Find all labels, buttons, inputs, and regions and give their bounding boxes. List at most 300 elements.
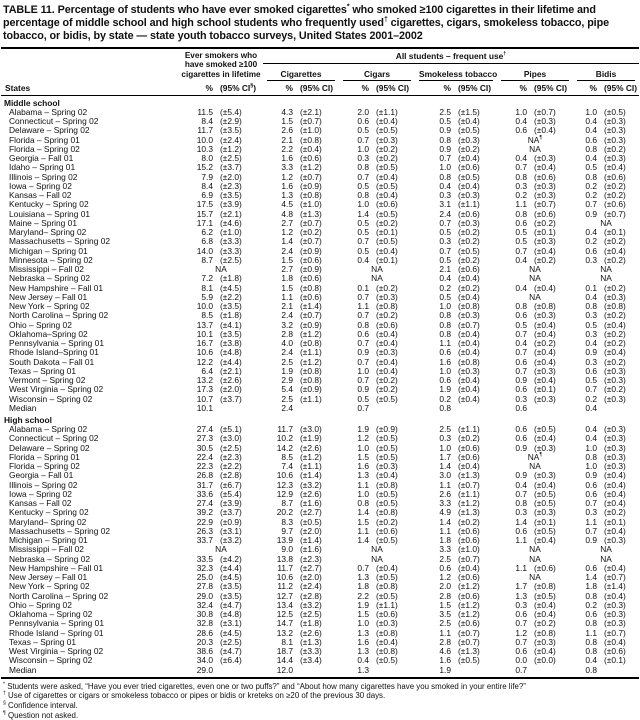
ci-cell: (±3.3) xyxy=(220,245,242,256)
percent-cell: 0.5 xyxy=(515,227,527,238)
ci-cell: (±0.2) xyxy=(604,384,626,395)
ci-cell: (±0.3) xyxy=(604,618,626,629)
ci-cell: (±0.3) xyxy=(604,535,626,546)
percent-cell: 0.6 xyxy=(515,525,527,536)
percent-cell: 1.1 xyxy=(585,627,597,638)
ci-cell: (±0.4) xyxy=(376,562,398,573)
state-cell: Texas – Spring 01 xyxy=(9,365,77,376)
percent-cell: 0.7 xyxy=(439,245,451,256)
ci-cell: (±1.2) xyxy=(300,451,322,462)
ci-cell: (±3.4) xyxy=(300,655,322,666)
percent-cell: 0.6 xyxy=(515,646,527,657)
state-cell: Kentucky – Spring 02 xyxy=(9,507,89,518)
percent-cell: 0.2 xyxy=(585,236,597,247)
state-cell: Illinois – Spring 02 xyxy=(9,171,78,182)
ci-cell: (±0.5) xyxy=(534,488,556,499)
percent-cell: 2.9 xyxy=(281,375,293,386)
percent-cell: 0.8 xyxy=(585,143,597,154)
percent-cell: 1.2 xyxy=(281,171,293,182)
na-cell: NA xyxy=(600,273,612,284)
percent-cell: 17.5 xyxy=(196,199,213,210)
ci-cell: (±0.7) xyxy=(300,236,322,247)
percent-cell: 0.8 xyxy=(515,208,527,219)
ci-cell: (±0.5) xyxy=(376,572,398,583)
percent-cell: 0.6 xyxy=(585,479,597,490)
percent-header: % xyxy=(497,81,527,96)
ci-cell: (±1.3) xyxy=(300,208,322,219)
ci-cell: (±2.3) xyxy=(300,553,322,564)
states-column-header: States xyxy=(1,81,179,96)
percent-cell: 1.1 xyxy=(439,338,451,349)
percent-cell: 11.7 xyxy=(277,562,293,573)
ci-cell: (±0.7) xyxy=(604,208,626,219)
percent-cell: 6.4 xyxy=(201,365,213,376)
percent-cell: 0.8 xyxy=(439,171,451,182)
ci-cell: (±0.8) xyxy=(300,134,322,145)
ci-cell: (±0.5) xyxy=(376,208,398,219)
percent-cell: 0.4 xyxy=(515,254,527,265)
ci-cell: (±0.5) xyxy=(376,236,398,247)
ci-cell: (±5.4) xyxy=(220,106,242,117)
ci-cell: (±0.4) xyxy=(458,375,480,386)
ci-header: (95% CI) xyxy=(597,81,639,96)
percent-cell: 0.8 xyxy=(439,402,451,413)
percent-cell: 1.1 xyxy=(357,479,369,490)
percent-cell: 1.0 xyxy=(439,301,451,312)
percent-cell: 0.7 xyxy=(585,384,597,395)
percent-cell: 12.2 xyxy=(196,356,213,367)
ci-cell: (±2.6) xyxy=(300,442,322,453)
ci-cell: (±0.3) xyxy=(534,153,556,164)
percent-cell: 5.9 xyxy=(201,291,213,302)
ci-cell: (±0.3) xyxy=(458,190,480,201)
percent-cell: 1.3 xyxy=(357,470,369,481)
state-cell: Mississippi – Fall 02 xyxy=(9,544,84,555)
ci-cell: (±0.3) xyxy=(604,125,626,136)
ci-cell: (±0.8) xyxy=(458,301,480,312)
footnote: § Confidence interval. xyxy=(3,700,78,711)
ci-cell: (±0.3) xyxy=(604,291,626,302)
percent-cell: 0.3 xyxy=(515,393,527,404)
percent-cell: 3.0 xyxy=(439,470,451,481)
percent-cell: 8.7 xyxy=(201,254,213,265)
ci-cell: (±0.4) xyxy=(534,125,556,136)
ci-cell: (±0.4) xyxy=(604,245,626,256)
ci-cell: (±0.6) xyxy=(300,291,322,302)
percent-cell: 6.2 xyxy=(201,227,213,238)
percent-cell: 0.5 xyxy=(515,319,527,330)
ci-cell: (±0.3) xyxy=(458,365,480,376)
percent-cell: 2.2 xyxy=(281,143,293,154)
na-cell: NA xyxy=(371,544,383,555)
ci-cell: (±2.9) xyxy=(220,116,242,127)
ci-cell: (±3.2) xyxy=(300,599,322,610)
na-cell: NA xyxy=(600,264,612,275)
ci-cell: (±0.6) xyxy=(300,153,322,164)
ci-cell: (±1.1) xyxy=(458,488,480,499)
percent-cell: 1.5 xyxy=(357,451,369,462)
percent-cell: 0.8 xyxy=(439,310,451,321)
ci-cell: (±0.4) xyxy=(458,180,480,191)
na-cell: NA xyxy=(371,273,383,284)
percent-cell: 1.8 xyxy=(357,581,369,592)
percent-cell: 31.7 xyxy=(196,479,213,490)
ci-cell: (±0.4) xyxy=(534,433,556,444)
percent-cell: 1.0 xyxy=(585,106,597,117)
percent-cell: 0.5 xyxy=(585,319,597,330)
percent-cell: 0.2 xyxy=(515,190,527,201)
ci-cell: (±0.3) xyxy=(376,347,398,358)
group-label: Cigarettes xyxy=(267,67,335,81)
percent-cell: 12.7 xyxy=(276,590,293,601)
state-cell: Massachusetts – Spring 02 xyxy=(9,236,111,247)
ci-cell: (±0.3) xyxy=(604,451,626,462)
percent-cell: 0.7 xyxy=(357,291,369,302)
percent-cell: 14.4 xyxy=(276,655,293,666)
ci-cell: (±3.8) xyxy=(220,338,242,349)
state-cell: Oklahoma–Spring 02 xyxy=(9,328,88,339)
ci-cell: (±0.4) xyxy=(604,319,626,330)
percent-header: % xyxy=(179,81,213,96)
section-header: Middle school xyxy=(4,97,60,108)
ci-cell: (±0.6) xyxy=(376,525,398,536)
percent-cell: 10.2 xyxy=(276,433,293,444)
state-cell: Alabama – Spring 02 xyxy=(9,424,88,435)
ci-cell: (±0.4) xyxy=(604,470,626,481)
ci-cell: (±1.8) xyxy=(220,310,242,321)
percent-cell: 22.9 xyxy=(196,516,213,527)
ci-cell: (±0.8) xyxy=(376,301,398,312)
percent-cell: 0.8 xyxy=(357,190,369,201)
percent-cell: 1.6 xyxy=(281,153,293,164)
ci-cell: (±0.3) xyxy=(604,609,626,620)
ci-cell: (±0.5) xyxy=(534,498,556,509)
percent-cell: 0.6 xyxy=(357,116,369,127)
ci-cell: (±0.3) xyxy=(534,310,556,321)
percent-cell: 1.6 xyxy=(439,356,451,367)
percent-cell: 33.6 xyxy=(196,488,213,499)
ci-cell: (±2.5) xyxy=(220,442,242,453)
ci-cell: (±0.4) xyxy=(534,535,556,546)
ci-cell: (±0.2) xyxy=(604,143,626,154)
ci-cell: (±0.3) xyxy=(376,134,398,145)
ci-cell: (±3.2) xyxy=(220,535,242,546)
ci-cell: (±0.4) xyxy=(604,488,626,499)
percent-cell: 0.9 xyxy=(439,125,451,136)
ci-cell: (±0.1) xyxy=(604,516,626,527)
na-cell: NA¶ xyxy=(527,134,543,145)
ci-cell: (±0.8) xyxy=(534,301,556,312)
ci-cell: (±1.8) xyxy=(220,273,242,284)
na-cell: NA xyxy=(529,143,541,154)
percent-cell: 0.4 xyxy=(585,125,597,136)
state-cell: New Jersey – Fall 01 xyxy=(9,291,88,302)
ci-cell xyxy=(293,666,339,675)
percent-cell: 0.6 xyxy=(439,562,451,573)
percent-cell: 14.7 xyxy=(276,618,293,629)
ci-cell: (±0.3) xyxy=(534,393,556,404)
percent-cell: 1.3 xyxy=(357,664,369,675)
percent-cell: 1.1 xyxy=(515,199,527,210)
ci-cell: (±0.5) xyxy=(376,180,398,191)
ci-cell: (±0.4) xyxy=(376,636,398,647)
percent-cell: 0.6 xyxy=(515,384,527,395)
ci-cell: (±0.3) xyxy=(376,618,398,629)
percent-cell: 2.8 xyxy=(439,636,451,647)
ci-cell: (±0.3) xyxy=(534,636,556,647)
na-cell: NA xyxy=(529,291,541,302)
ci-cell: (±3.7) xyxy=(220,162,242,173)
ci-cell: (±3.3) xyxy=(300,646,322,657)
ci-cell: (±5.1) xyxy=(220,424,242,435)
percent-cell: 0.6 xyxy=(515,609,527,620)
ci-cell: (±4.6) xyxy=(220,217,242,228)
table-title: TABLE 11. Percentage of students who have ever smoked cigarettes* who smoked ≥100 cigarettes in their lifetime and percentage of middle school and high school students who frequently used† cigarettes, cigars, smokeless tobacco, pipe tobacco, or bidis, by state — state youth tobacco surveys, United States 2001–2002 xyxy=(1,3,639,49)
ci-cell xyxy=(213,666,263,675)
percent-cell: 1.0 xyxy=(439,162,451,173)
ci-header-with-section-mark: (95% CI§) xyxy=(213,81,263,96)
ci-cell: (±0.2) xyxy=(458,433,480,444)
ci-cell: (±2.1) xyxy=(220,208,242,219)
percent-cell: 12.5 xyxy=(276,609,293,620)
percent-cell: 8.3 xyxy=(281,516,293,527)
percent-cell: 12.0 xyxy=(276,664,293,675)
percent-cell: 0.3 xyxy=(515,599,527,610)
na-cell: NA xyxy=(600,217,612,228)
percent-cell: 0.9 xyxy=(585,470,597,481)
percent-cell: 0.9 xyxy=(515,442,527,453)
percent-cell: 10.7 xyxy=(196,393,213,404)
percent-cell: 32.8 xyxy=(196,618,213,629)
ci-cell xyxy=(369,666,415,675)
percent-cell: 1.6 xyxy=(357,461,369,472)
percent-cell: 0.7 xyxy=(585,498,597,509)
ci-cell: (±0.6) xyxy=(458,590,480,601)
ci-cell: (±0.5) xyxy=(376,655,398,666)
ci-cell: (±4.7) xyxy=(220,646,242,657)
ci-cell: (±0.4) xyxy=(534,328,556,339)
percent-cell: 1.4 xyxy=(515,516,527,527)
percent-cell: 1.9 xyxy=(439,664,451,675)
ci-cell: (±2.8) xyxy=(220,470,242,481)
ci-cell: (±1.0) xyxy=(458,544,480,555)
ci-cell: (±0.4) xyxy=(534,599,556,610)
percent-cell: 11.7 xyxy=(197,125,213,136)
ci-cell: (±3.5) xyxy=(220,590,242,601)
percent-cell: 0.8 xyxy=(585,618,597,629)
ci-cell xyxy=(597,666,639,675)
ci-cell: (±1.2) xyxy=(300,356,322,367)
percent-cell: 0.5 xyxy=(439,291,451,302)
percent-cell: 27.8 xyxy=(196,581,213,592)
ci-cell: (±0.5) xyxy=(534,424,556,435)
percent-cell: 1.1 xyxy=(515,535,527,546)
percent-cell: 0.7 xyxy=(357,375,369,386)
ci-cell: (±0.2) xyxy=(534,338,556,349)
percent-cell: 1.3 xyxy=(357,646,369,657)
percent-cell: 0.5 xyxy=(357,125,369,136)
percent-cell: 0.7 xyxy=(357,134,369,145)
state-cell: Pennsylvania – Spring 01 xyxy=(9,338,104,349)
percent-cell: 2.8 xyxy=(439,590,451,601)
ci-cell: (±0.3) xyxy=(376,291,398,302)
percent-cell: 1.6 xyxy=(281,180,293,191)
ci-cell: (±6.7) xyxy=(220,479,242,490)
ci-cell: (±0.4) xyxy=(458,273,480,284)
ci-cell: (±1.5) xyxy=(458,106,480,117)
ci-cell: (±0.7) xyxy=(604,627,626,638)
state-cell: New Hampshire – Fall 01 xyxy=(9,282,104,293)
ci-cell: (±2.6) xyxy=(300,627,322,638)
percent-cell: 1.0 xyxy=(357,442,369,453)
percent-cell: 39.2 xyxy=(196,507,213,518)
state-cell: Mississippi – Fall 02 xyxy=(9,264,84,275)
ci-cell: (±0.4) xyxy=(604,479,626,490)
ci-cell: (±1.0) xyxy=(300,125,322,136)
percent-cell: 2.4 xyxy=(281,310,293,321)
group-label: Smokeless tobacco xyxy=(419,68,498,79)
percent-cell: 1.1 xyxy=(439,479,451,490)
all-students-label: All students – frequent use xyxy=(395,51,504,62)
percent-cell: 0.4 xyxy=(585,227,597,238)
table-row xyxy=(1,666,639,675)
ci-cell: (±3.0) xyxy=(220,433,242,444)
state-cell: Wisconsin – Spring 02 xyxy=(9,393,93,404)
percent-cell: 8.1 xyxy=(281,636,293,647)
state-cell: Iowa – Spring 02 xyxy=(9,488,72,499)
percent-cell: 27.4 xyxy=(196,424,213,435)
percent-cell: 8.5 xyxy=(281,451,293,462)
percent-cell: 0.4 xyxy=(585,116,597,127)
percent-cell: 2.0 xyxy=(439,581,451,592)
percent-cell: 7.9 xyxy=(201,171,213,182)
ci-cell: (±1.1) xyxy=(458,424,480,435)
ci-cell: (±4.5) xyxy=(220,282,242,293)
percent-cell: 14.0 xyxy=(196,245,213,256)
ci-cell: (±1.1) xyxy=(376,106,398,117)
na-cell: NA xyxy=(215,264,227,275)
percent-cell: 0.7 xyxy=(515,328,527,339)
ci-cell: (±0.6) xyxy=(300,273,322,284)
ci-cell: (±0.1) xyxy=(534,516,556,527)
ci-cell: (±0.6) xyxy=(458,535,480,546)
percent-cell: 1.3 xyxy=(281,190,293,201)
state-cell: Minnesota – Spring 02 xyxy=(9,254,93,265)
ci-cell xyxy=(451,404,497,413)
state-cell: New York – Spring 02 xyxy=(9,581,90,592)
ci-cell: (±0.3) xyxy=(458,217,480,228)
state-cell: Vermont – Spring 02 xyxy=(9,375,86,386)
ci-cell: (±0.8) xyxy=(300,282,322,293)
ci-cell: (±0.6) xyxy=(458,525,480,536)
percent-cell: 8.4 xyxy=(201,116,213,127)
ci-cell: (±2.4) xyxy=(300,581,322,592)
state-cell: Connecticut – Spring 02 xyxy=(9,433,99,444)
percent-cell: 7.2 xyxy=(201,273,213,284)
percent-cell: 0.7 xyxy=(515,488,527,499)
ci-cell: (±0.9) xyxy=(376,424,398,435)
section-footnote-marker: § xyxy=(250,83,254,90)
ci-cell: (±0.4) xyxy=(376,171,398,182)
ci-header: (95% CI) xyxy=(527,81,573,96)
ci-cell: (±0.2) xyxy=(534,254,556,265)
ci-cell: (±0.2) xyxy=(458,282,480,293)
percent-cell: 30.5 xyxy=(196,442,213,453)
percent-cell: 9.7 xyxy=(281,525,293,536)
ci-cell xyxy=(213,404,263,413)
ci-cell: (±0.4) xyxy=(376,356,398,367)
footnote: ¶ Question not asked. xyxy=(3,710,79,720)
ci-cell: (±0.3) xyxy=(376,461,398,472)
percent-cell: 1.4 xyxy=(281,236,293,247)
state-cell: Michigan – Spring 01 xyxy=(9,245,88,256)
ci-cell: (±0.8) xyxy=(300,375,322,386)
percent-cell: 5.4 xyxy=(281,384,293,395)
ci-cell: (±0.3) xyxy=(534,236,556,247)
ci-cell: (±2.5) xyxy=(220,153,242,164)
ci-cell: (±0.5) xyxy=(376,433,398,444)
percent-cell: 1.0 xyxy=(357,143,369,154)
ci-cell: (±0.2) xyxy=(458,143,480,154)
na-cell: NA xyxy=(600,553,612,564)
percent-cell: 22.3 xyxy=(196,461,213,472)
ci-header: (95% CI) xyxy=(293,81,339,96)
percent-cell: 0.9 xyxy=(439,143,451,154)
ci-cell: (±0.4) xyxy=(534,347,556,358)
ci-cell xyxy=(597,404,639,413)
percent-cell: 3.1 xyxy=(439,199,451,210)
ci-header: (95% CI) xyxy=(451,81,497,96)
percent-cell: 15.2 xyxy=(196,162,213,173)
percent-cell: 1.9 xyxy=(439,384,451,395)
percent-cell: 1.6 xyxy=(357,636,369,647)
percent-cell: 1.3 xyxy=(515,590,527,601)
percent-cell: 0.8 xyxy=(585,636,597,647)
na-cell: NA xyxy=(371,553,383,564)
ci-cell: (±1.2) xyxy=(458,599,480,610)
ci-cell: (±0.5) xyxy=(458,655,480,666)
percent-cell: 13.9 xyxy=(276,535,293,546)
ci-cell: (±0.9) xyxy=(300,245,322,256)
ci-cell: (±3.5) xyxy=(220,581,242,592)
ci-cell: (±4.7) xyxy=(220,599,242,610)
percent-cell: 1.5 xyxy=(281,254,293,265)
percent-cell: 0.7 xyxy=(515,365,527,376)
header-row-groups xyxy=(1,64,639,81)
ci-cell: (±1.2) xyxy=(220,143,242,154)
percent-cell: 8.7 xyxy=(281,498,293,509)
percent-cell: 4.0 xyxy=(281,338,293,349)
percent-cell: 0.7 xyxy=(515,162,527,173)
percent-cell: 0.3 xyxy=(439,236,451,247)
percent-cell: 1.7 xyxy=(515,581,527,592)
ci-cell: (±5.4) xyxy=(220,488,242,499)
state-cell: Iowa – Spring 02 xyxy=(9,180,72,191)
ci-cell: (±0.8) xyxy=(376,627,398,638)
tobacco-table xyxy=(1,51,639,675)
percent-cell: 10.0 xyxy=(196,134,213,145)
percent-cell: 0.8 xyxy=(585,171,597,182)
ci-cell: (±1.4) xyxy=(300,301,322,312)
percent-cell: 28.6 xyxy=(196,627,213,638)
percent-cell: 2.7 xyxy=(281,217,293,228)
ci-cell xyxy=(369,404,415,413)
ci-cell: (±2.0) xyxy=(300,572,322,583)
ci-cell: (±0.5) xyxy=(458,171,480,182)
percent-cell: 15.7 xyxy=(196,208,213,219)
percent-cell: 30.8 xyxy=(196,609,213,620)
ci-cell: (±3.1) xyxy=(220,525,242,536)
